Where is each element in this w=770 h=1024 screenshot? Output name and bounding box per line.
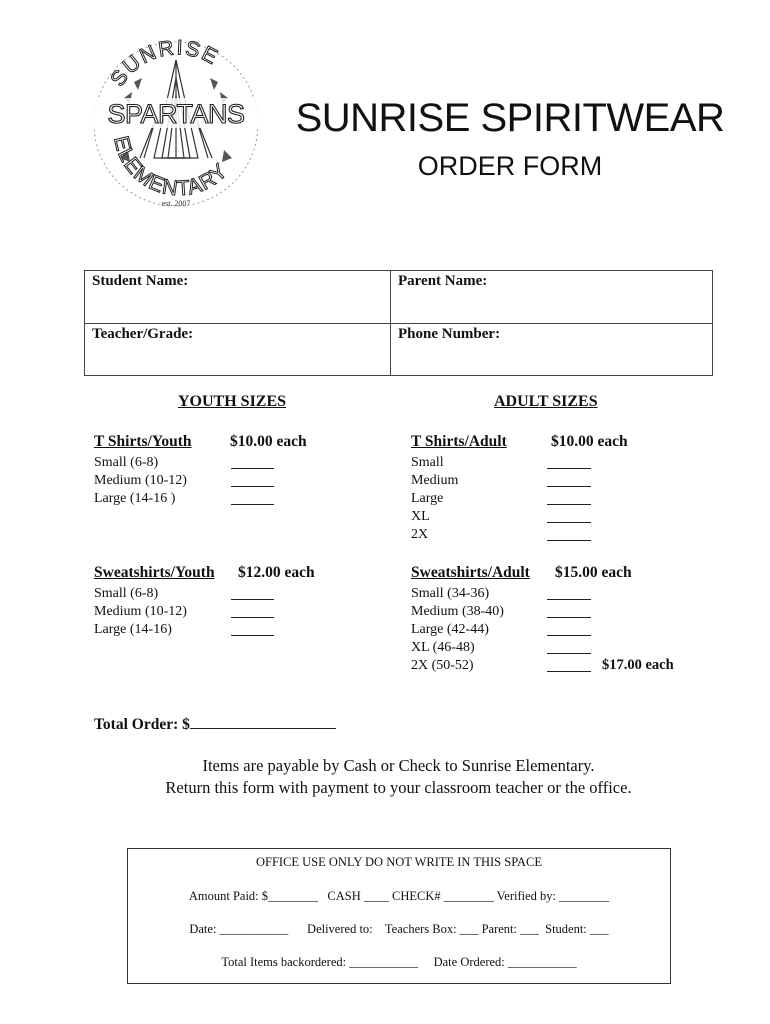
teacher-grade-field[interactable]: Teacher/Grade:: [92, 326, 194, 342]
adult-sweatshirt-xl-qty[interactable]: [547, 640, 591, 654]
youth-tshirt-size-large: Large (14-16 ): [94, 491, 176, 506]
adult-sweatshirt-size-large: Large (42-44): [411, 622, 489, 637]
logo-middle-text: SPARTANS: [107, 99, 245, 129]
payment-instructions: [84, 755, 713, 799]
student-info-table: [84, 270, 713, 376]
adult-sweatshirt-2x-qty[interactable]: [547, 658, 591, 672]
youth-tshirts-price: $10.00 each: [230, 433, 307, 450]
adult-tshirt-size-xl: XL: [411, 509, 430, 524]
youth-tshirts-label: T Shirts/Youth: [94, 433, 192, 450]
parent-name-field[interactable]: Parent Name:: [398, 273, 488, 289]
logo-est-text: est. 2007: [161, 199, 191, 208]
youth-tshirt-small-qty[interactable]: [231, 455, 274, 469]
svg-text:SUNRISE: [106, 38, 222, 91]
adult-tshirt-size-medium: Medium: [411, 473, 459, 488]
office-delivery-line[interactable]: Date: ___________ Delivered to: Teachers Box: ___ Parent: ___ Student: ___: [189, 922, 609, 936]
adult-sweatshirts-label: Sweatshirts/Adult: [411, 564, 530, 581]
adult-sweatshirt-size-xl: XL (46-48): [411, 640, 475, 655]
youth-tshirt-size-medium: Medium (10-12): [94, 473, 187, 488]
adult-sweatshirt-size-medium: Medium (38-40): [411, 604, 504, 619]
phone-number-field[interactable]: Phone Number:: [398, 326, 501, 342]
adult-sweatshirt-large-qty[interactable]: [547, 622, 591, 636]
total-order-blank[interactable]: [190, 714, 336, 729]
youth-tshirt-size-small: Small (6-8): [94, 455, 159, 470]
total-order: [94, 714, 336, 734]
adult-tshirts-label: T Shirts/Adult: [411, 433, 507, 450]
adult-sizes-heading: ADULT SIZES: [494, 393, 598, 410]
youth-sweatshirts-title: [94, 564, 215, 582]
spartans-logo-emblem: [84, 38, 268, 218]
youth-sweatshirt-size-small: Small (6-8): [94, 586, 159, 601]
page-subtitle: ORDER FORM: [417, 151, 603, 181]
student-name-field[interactable]: Student Name:: [92, 273, 189, 289]
youth-sweatshirt-size-medium: Medium (10-12): [94, 604, 187, 619]
adult-tshirt-size-large: Large: [411, 491, 444, 506]
office-payment-line[interactable]: Amount Paid: $________ CASH ____ CHECK# ________ Verified by: ________: [188, 889, 610, 903]
adult-tshirt-2x-qty[interactable]: [547, 527, 591, 541]
adult-sweatshirts-title: [411, 564, 530, 582]
adult-tshirts-title: [411, 433, 507, 451]
adult-sweatshirt-size-small: Small (34-36): [411, 586, 490, 601]
page-title: SUNRISE SPIRITWEAR: [295, 96, 725, 140]
adult-tshirt-medium-qty[interactable]: [547, 473, 591, 487]
adult-sweatshirt-small-qty[interactable]: [547, 586, 591, 600]
total-order-label: Total Order: $: [94, 716, 190, 733]
adult-tshirt-size-2x: 2X: [411, 527, 429, 542]
logo-arc-top: SUNRISE: [106, 38, 223, 91]
adult-tshirt-size-small: Small: [411, 455, 444, 470]
youth-sizes-heading: YOUTH SIZES: [178, 393, 287, 410]
school-logo: [84, 38, 268, 218]
payment-line-2: Return this form with payment to your classroom teacher or the office.: [165, 778, 632, 797]
adult-sweatshirt-size-2x: 2X (50-52): [411, 658, 474, 673]
adult-sweatshirt-medium-qty[interactable]: [547, 604, 591, 618]
table-divider-horizontal: [85, 323, 712, 324]
youth-tshirts-title: [94, 433, 192, 451]
youth-sweatshirts-label: Sweatshirts/Youth: [94, 564, 215, 581]
youth-sweatshirt-size-large: Large (14-16): [94, 622, 172, 637]
office-heading: OFFICE USE ONLY DO NOT WRITE IN THIS SPACE: [255, 855, 543, 869]
office-use-box: [127, 848, 671, 984]
adult-sweatshirt-2x-price: $17.00 each: [602, 657, 674, 673]
youth-tshirt-large-qty[interactable]: [231, 491, 274, 505]
adult-tshirt-small-qty[interactable]: [547, 455, 591, 469]
payment-line-1: Items are payable by Cash or Check to Sunrise Elementary.: [202, 756, 595, 775]
logo-arc-bottom: ELEMENTARY: [109, 133, 233, 201]
youth-sweatshirts-price: $12.00 each: [238, 564, 315, 581]
youth-tshirt-medium-qty[interactable]: [231, 473, 274, 487]
adult-tshirts-price: $10.00 each: [551, 433, 628, 450]
adult-tshirt-large-qty[interactable]: [547, 491, 591, 505]
youth-sweatshirt-small-qty[interactable]: [231, 586, 274, 600]
office-backorder-line[interactable]: Total Items backordered: ___________ Date Ordered: ___________: [221, 955, 577, 969]
adult-tshirt-xl-qty[interactable]: [547, 509, 591, 523]
adult-sweatshirts-price: $15.00 each: [555, 564, 632, 581]
youth-sweatshirt-large-qty[interactable]: [231, 622, 274, 636]
youth-sweatshirt-medium-qty[interactable]: [231, 604, 274, 618]
